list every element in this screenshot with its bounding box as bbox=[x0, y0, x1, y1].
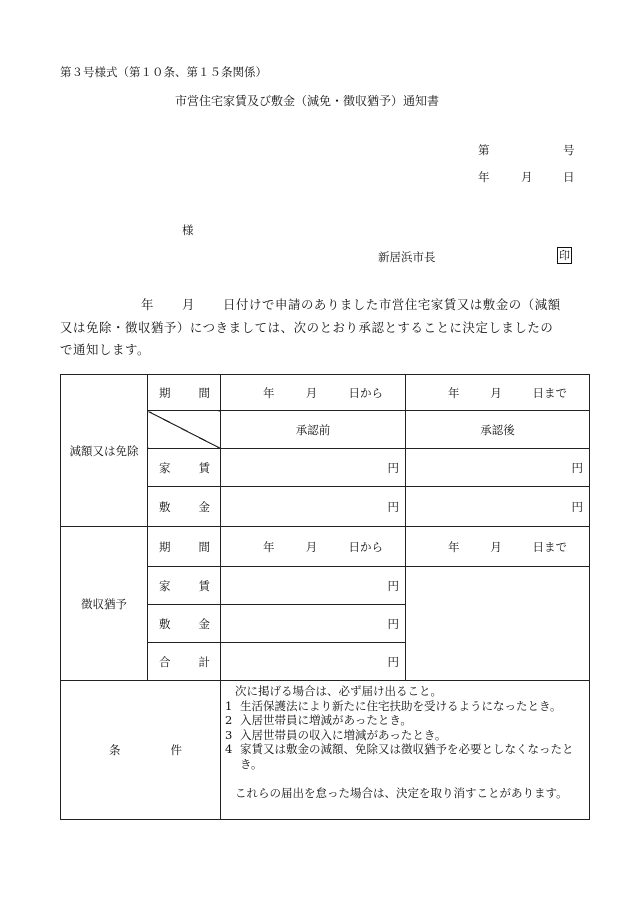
document-title: 市営住宅家賃及び敷金（減免・徴収猶予）通知書 bbox=[175, 94, 440, 108]
doc-number-suffix: 号 bbox=[563, 143, 575, 157]
condition-item: 4 家賃又は敷金の減額、免除又は徴収猶予を必要としなくなったとき。 bbox=[225, 742, 574, 771]
reduction-deposit-label: 敷 金 bbox=[148, 487, 221, 527]
deferral-deposit-yen: 円 bbox=[221, 605, 406, 643]
deposit-before-yen: 円 bbox=[221, 487, 406, 527]
conditions-label: 条 件 bbox=[61, 681, 221, 820]
reduction-period-from: 年 月 日から bbox=[221, 375, 406, 411]
seal-stamp: 印 bbox=[559, 249, 570, 262]
doc-number-prefix: 第 bbox=[478, 143, 490, 157]
after-header: 承認後 bbox=[406, 411, 590, 449]
reduction-period-label: 期 間 bbox=[148, 375, 221, 411]
rent-after-yen: 円 bbox=[406, 449, 590, 487]
body-year: 年 bbox=[141, 297, 154, 312]
deferral-period-from: 年 月 日から bbox=[221, 527, 406, 567]
deposit-after-yen: 円 bbox=[406, 487, 590, 527]
form-reference: 第３号様式（第１０条、第１５条関係） bbox=[60, 65, 267, 79]
recipient-honorific: 様 bbox=[182, 223, 194, 237]
body-month: 月 bbox=[182, 297, 195, 312]
rent-before-yen: 円 bbox=[221, 449, 406, 487]
body-paragraph bbox=[60, 294, 588, 362]
deferral-total-yen: 円 bbox=[221, 643, 406, 681]
conditions-intro: 次に掲げる場合は、必ず届け出ること。 bbox=[235, 684, 442, 698]
deferral-rent-yen: 円 bbox=[221, 567, 406, 605]
reduction-table bbox=[60, 374, 590, 820]
sender-name: 新居浜市長 bbox=[378, 250, 436, 264]
reduction-rent-label: 家 賃 bbox=[148, 449, 221, 487]
deferral-blank-cell bbox=[406, 567, 590, 681]
body-line-3: で通知します。 bbox=[60, 342, 150, 357]
deferral-period-label: 期 間 bbox=[148, 527, 221, 567]
condition-item: 1 生活保護法により新たに住宅扶助を受けるようになったとき。 bbox=[225, 698, 562, 713]
body-line-1 bbox=[60, 294, 588, 317]
condition-item: 2 入居世帯員に増減があったとき。 bbox=[225, 713, 412, 728]
body-line-1-text: 日付けで申請のありました市営住宅家賃又は敷金の（減額 bbox=[223, 297, 561, 312]
conditions-note: これらの届出を怠った場合は、決定を取り消すことがあります。 bbox=[235, 785, 568, 800]
deferral-rent-label: 家 賃 bbox=[148, 567, 221, 605]
before-header: 承認前 bbox=[221, 411, 406, 449]
deferral-total-label: 合 計 bbox=[148, 643, 221, 681]
body-line-2: 又は免除・徴収猶予）につきましては、次のとおり承認とすることに決定しましたの bbox=[60, 319, 554, 335]
date-year: 年 bbox=[478, 170, 490, 184]
deferral-deposit-label: 敷 金 bbox=[148, 605, 221, 643]
deferral-label: 徴収猶予 bbox=[61, 527, 148, 681]
date-month: 月 bbox=[521, 170, 533, 184]
reduction-label: 減額又は免除 bbox=[61, 375, 148, 527]
reduction-period-to: 年 月 日まで bbox=[406, 375, 590, 411]
condition-item: 3 入居世帯員の収入に増減があったとき。 bbox=[225, 727, 447, 742]
diagonal-cell bbox=[148, 411, 221, 449]
date-day: 日 bbox=[563, 170, 575, 184]
conditions-content bbox=[221, 681, 590, 820]
deferral-period-to: 年 月 日まで bbox=[406, 527, 590, 567]
